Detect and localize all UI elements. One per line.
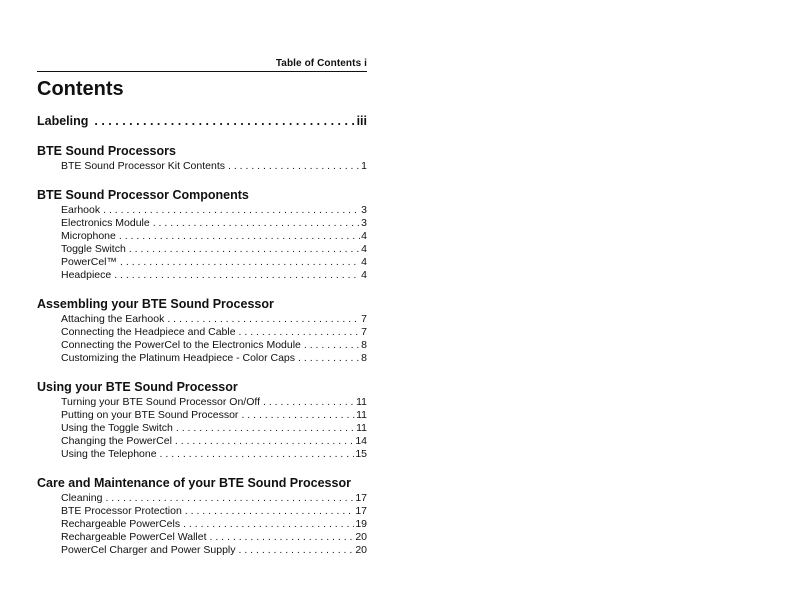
toc-entry-label: Headpiece	[61, 269, 112, 281]
toc-section-title[interactable]: Care and Maintenance of your BTE Sound Processor	[37, 476, 351, 490]
toc-entry-label: Labeling	[37, 114, 89, 128]
toc-entry[interactable]	[37, 326, 367, 339]
toc-entry-label: BTE Sound Processor Kit Contents	[61, 160, 225, 172]
dot-leader	[114, 269, 360, 282]
toc-entry-label: Customizing the Platinum Headpiece - Color Caps	[61, 352, 296, 364]
toc-page-number: 15	[355, 448, 367, 460]
dot-leader	[94, 113, 356, 129]
toc-entry[interactable]	[37, 492, 367, 505]
toc-entry[interactable]	[37, 505, 367, 518]
toc-entry-label: Putting on your BTE Sound Processor	[61, 409, 239, 421]
toc-entry-label: Using the Toggle Switch	[61, 422, 173, 434]
dot-leader	[153, 217, 360, 230]
toc-entry-label: Rechargeable PowerCel Wallet	[61, 531, 207, 543]
dot-leader	[175, 435, 354, 448]
toc-entry[interactable]	[37, 448, 367, 461]
toc-page-number: 7	[361, 326, 367, 338]
toc-page-number: 4	[361, 230, 367, 242]
toc-page-number: 11	[356, 396, 367, 408]
toc-entry[interactable]	[37, 352, 367, 365]
toc-entry-label: Cleaning	[61, 492, 103, 504]
dot-leader	[239, 326, 361, 339]
toc-entry-label: Using the Telephone	[61, 448, 157, 460]
toc-page-number: 3	[361, 204, 367, 216]
toc-page	[37, 58, 367, 557]
toc-page-number: 8	[361, 339, 367, 351]
toc-section	[37, 379, 367, 461]
dot-leader	[120, 256, 360, 269]
toc-page-number: 20	[355, 531, 367, 543]
toc-entry-label: Microphone	[61, 230, 116, 242]
dot-leader	[263, 396, 355, 409]
toc-entry[interactable]	[37, 243, 367, 256]
toc-entry-label: BTE Processor Protection	[61, 505, 182, 517]
toc-entry-labeling[interactable]	[37, 113, 367, 129]
toc-section	[37, 296, 367, 365]
toc-section-title[interactable]: BTE Sound Processors	[37, 144, 176, 158]
dot-leader	[239, 544, 355, 557]
toc-entry-label: Attaching the Earhook	[61, 313, 165, 325]
toc-page-number: 8	[361, 352, 367, 364]
toc-page-number: 4	[361, 256, 367, 268]
toc-entry-label: Toggle Switch	[61, 243, 126, 255]
toc-page-number: 14	[355, 435, 367, 447]
toc-entry[interactable]	[37, 269, 367, 282]
toc-entry-label: Rechargeable PowerCels	[61, 518, 181, 530]
toc-section	[37, 187, 367, 282]
running-head: Table of Contents i	[37, 58, 367, 72]
toc-entry[interactable]	[37, 544, 367, 557]
toc-entry[interactable]	[37, 518, 367, 531]
toc-entry-label: Connecting the PowerCel to the Electronics Module	[61, 339, 301, 351]
toc-page-number: 4	[361, 269, 367, 281]
dot-leader	[210, 531, 355, 544]
toc-section	[37, 143, 367, 173]
toc-page-number: 3	[361, 217, 367, 229]
toc-entry[interactable]	[37, 204, 367, 217]
page-title: Contents	[37, 78, 124, 100]
dot-leader	[105, 492, 354, 505]
toc-page-number: 19	[355, 518, 367, 530]
toc-entry-label: Earhook	[61, 204, 101, 216]
toc-section	[37, 475, 367, 557]
dot-leader	[185, 505, 355, 518]
toc-page-number: 11	[356, 422, 367, 434]
dot-leader	[119, 230, 360, 243]
dot-leader	[298, 352, 360, 365]
toc-page-number: 17	[355, 505, 367, 517]
toc-page-number: iii	[356, 114, 367, 128]
toc-page-number: 17	[355, 492, 367, 504]
toc-entry[interactable]	[37, 531, 367, 544]
toc-entry-label: Connecting the Headpiece and Cable	[61, 326, 236, 338]
dot-leader	[241, 409, 355, 422]
table-of-contents	[37, 113, 367, 557]
toc-entry[interactable]	[37, 217, 367, 230]
toc-entry[interactable]	[37, 339, 367, 352]
toc-entry[interactable]	[37, 230, 367, 243]
toc-entry[interactable]	[37, 422, 367, 435]
dot-leader	[160, 448, 355, 461]
toc-section-title[interactable]: BTE Sound Processor Components	[37, 188, 249, 202]
dot-leader	[167, 313, 360, 326]
toc-page-number: 20	[355, 544, 367, 556]
dot-leader	[129, 243, 360, 256]
dot-leader	[176, 422, 355, 435]
toc-page-number: 11	[356, 409, 367, 421]
dot-leader	[304, 339, 360, 352]
toc-page-number: 7	[361, 313, 367, 325]
toc-entry-label: PowerCel Charger and Power Supply	[61, 544, 236, 556]
toc-entry[interactable]	[37, 160, 367, 173]
toc-entry-label: Changing the PowerCel	[61, 435, 172, 447]
toc-entry-label: PowerCel™	[61, 256, 118, 268]
dot-leader	[183, 518, 354, 531]
dot-leader	[228, 160, 360, 173]
dot-leader	[103, 204, 360, 217]
toc-entry-label: Turning your BTE Sound Processor On/Off	[61, 396, 261, 408]
toc-page-number: 1	[361, 160, 367, 172]
toc-entry[interactable]	[37, 396, 367, 409]
toc-entry[interactable]	[37, 313, 367, 326]
toc-section-title[interactable]: Assembling your BTE Sound Processor	[37, 297, 274, 311]
toc-section-title[interactable]: Using your BTE Sound Processor	[37, 380, 238, 394]
toc-entry[interactable]	[37, 435, 367, 448]
toc-entry-label: Electronics Module	[61, 217, 150, 229]
toc-entry[interactable]	[37, 409, 367, 422]
toc-page-number: 4	[361, 243, 367, 255]
toc-entry[interactable]	[37, 256, 367, 269]
